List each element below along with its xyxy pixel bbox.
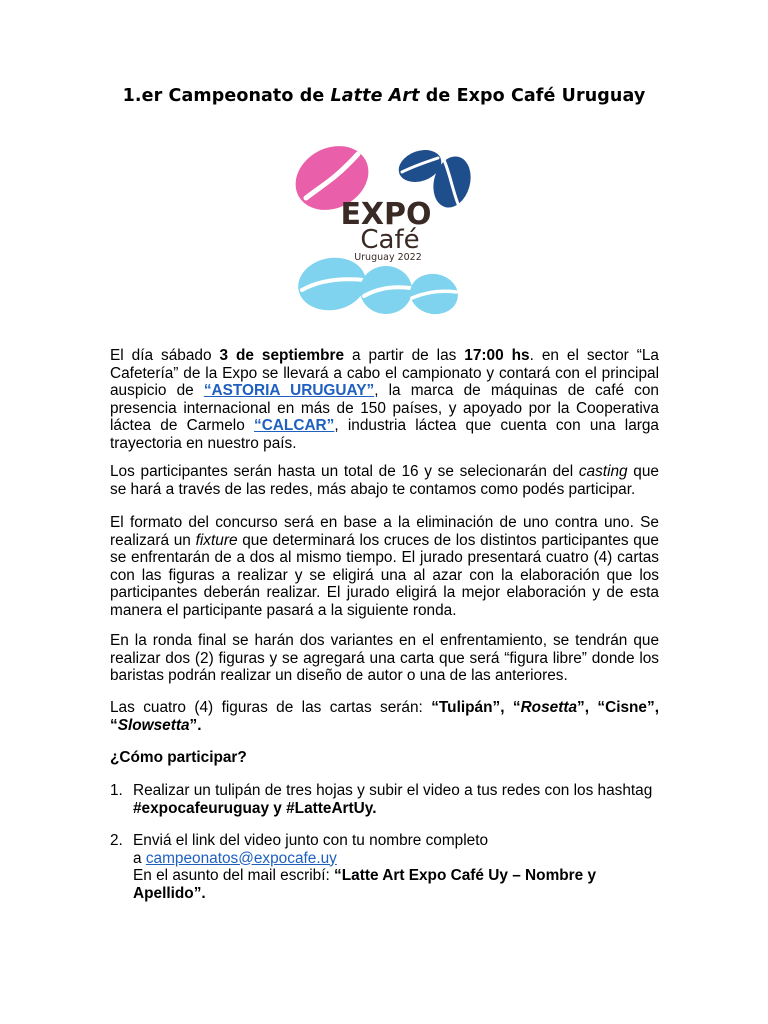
p5-text-1: Las cuatro (4) figuras de las cartas serán:: [110, 699, 432, 716]
event-time: 17:00 hs: [464, 347, 530, 364]
figure-rosetta: Rosetta: [520, 699, 578, 716]
list-item-2-text-1: Enviá el link del video junto con tu nombre completo: [133, 832, 489, 849]
p2-text-2: que se hará a través de las redes, más abajo te contamos como podés participar.: [110, 463, 659, 498]
logo-line3: Uruguay 2022: [354, 252, 422, 263]
p2-text-1: Los participantes serán hasta un total de 16 y se selecionarán del: [110, 463, 579, 480]
list-number: 2.: [110, 832, 123, 849]
list-item-2-text-2: a: [133, 849, 146, 867]
paragraph-participants: [110, 463, 659, 498]
list-item-1-text: Realizar un tulipán de tres hojas y subir el video a tus redes con los hashtag: [133, 782, 653, 799]
logo-line1: EXPO: [340, 197, 432, 232]
p2-italic: casting: [578, 463, 628, 480]
title-italic: Latte Art: [330, 86, 420, 106]
figure-cisne: “Cisne”: [597, 699, 655, 716]
p3-text-1: El formato del concurso será en base a la eliminación de uno contra uno. Se realizará un: [110, 514, 659, 549]
p1-text-5: , industria láctea que cuenta con una larga trayectoria en nuestro país.: [110, 417, 659, 452]
title-part1: 1.er Campeonato de: [122, 86, 331, 106]
hashtags: #expocafeuruguay y #LatteArtUy.: [133, 799, 377, 817]
p3-italic: fixture: [195, 531, 238, 549]
expo-cafe-logo: [290, 140, 474, 318]
p1-text-2: a partir de las: [344, 347, 465, 364]
figure-separator: ,: [584, 699, 598, 716]
figure-quote: “: [512, 699, 521, 716]
p3-text-2: que determinará los cruces de los distintos participantes que se enfrentarán de a dos al mismo tiempo. El jurado presentará cuatro (4) cartas con las figuras a realizar y se eligirá una al azar con la elaboración que los participantes deberán realizar. El jurado eligirá la mejor elaboración y de esta manera el participante pasará a la siguiente ronda.: [110, 531, 659, 619]
figure-separator: ,: [654, 699, 659, 716]
title-part2: de Expo Café Uruguay: [419, 86, 646, 106]
p1-text-4: , la marca de máquinas de café con presencia internacional en más de 150 países, y apoyado por la Cooperativa láctea de Carmelo: [110, 382, 659, 435]
list-item: [110, 782, 670, 817]
page-title: [0, 86, 768, 106]
paragraph-figures: [110, 699, 659, 734]
paragraph-event-info: [110, 347, 659, 453]
email-subject: “Latte Art Expo Café Uy – Nombre y Apellido”.: [133, 867, 597, 902]
p1-text-3: . en el sector “La Cafetería” de la Expo se llevará a cabo el campionato y contará con el principal auspicio de: [110, 347, 659, 400]
logo-line2: Café: [360, 225, 420, 255]
figure-tulipan: “Tulipán”: [431, 699, 501, 716]
paragraph-final-round: En la ronda final se harán dos variantes en el enfrentamiento, se tendrán que realizar dos (2) figuras y se agregará una carta que será “figura libre” donde los baristas podrán realizar un diseño de autor o una de las anteriores.: [110, 632, 659, 685]
figure-quote: “: [110, 716, 118, 734]
figure-slowsetta: Slowsetta: [117, 716, 190, 734]
figure-quote: ”.: [189, 716, 202, 734]
email-link[interactable]: campeonatos@expocafe.uy: [145, 849, 337, 867]
list-item-2-text-3: En el asunto del mail escribí:: [133, 867, 335, 885]
paragraph-format: [110, 514, 659, 620]
section-heading-how-to-participate: ¿Cómo participar?: [110, 749, 247, 766]
sponsor-calcar-link[interactable]: “CALCAR”: [254, 417, 335, 435]
figure-quote: ”: [577, 699, 585, 716]
p1-text-1: El día sábado: [110, 347, 220, 364]
list-number: 1.: [110, 782, 123, 799]
figure-separator: ,: [500, 699, 513, 716]
sponsor-astoria-link[interactable]: “ASTORIA URUGUAY”: [203, 382, 375, 400]
event-date: 3 de septiembre: [219, 347, 345, 364]
list-item: [110, 832, 670, 902]
